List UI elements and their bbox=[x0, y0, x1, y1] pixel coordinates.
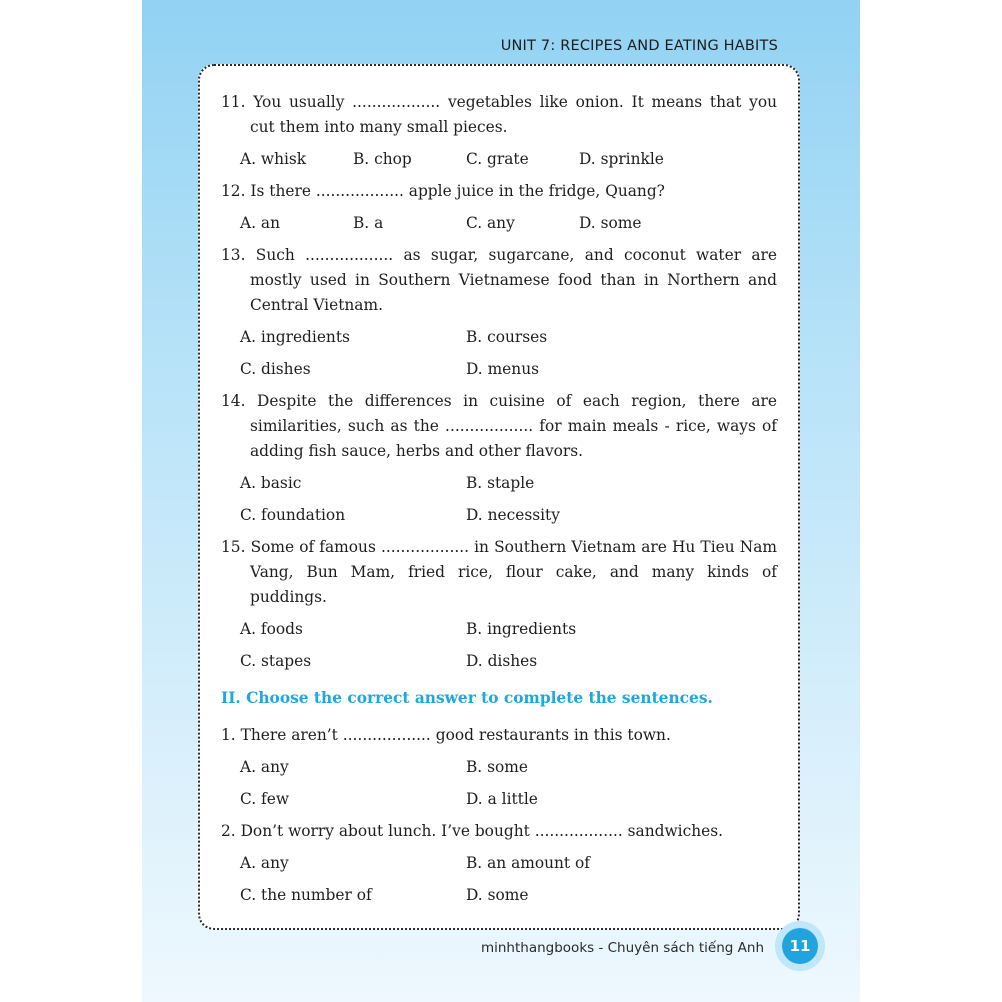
question-13 bbox=[221, 243, 777, 318]
option-b: B. staple bbox=[466, 474, 535, 492]
option-a: A. foods bbox=[240, 620, 303, 638]
question-14 bbox=[221, 389, 777, 464]
unit-title: UNIT 7: RECIPES AND EATING HABITS bbox=[500, 38, 778, 54]
option-a: A. any bbox=[240, 854, 289, 872]
option-d: D. a little bbox=[466, 790, 538, 808]
options-13-row1 bbox=[221, 325, 777, 350]
question-number: 2. bbox=[221, 822, 236, 840]
options-14-row2 bbox=[221, 503, 777, 528]
option-b: B. courses bbox=[466, 328, 548, 346]
question-text: Is there .................. apple juice in the fridge, Quang? bbox=[250, 182, 665, 200]
option-a: A. any bbox=[240, 758, 289, 776]
options-s2-2-row2 bbox=[221, 883, 777, 908]
option-d: D. some bbox=[579, 214, 642, 232]
option-a: A. whisk bbox=[240, 150, 307, 168]
option-c: C. stapes bbox=[240, 652, 312, 670]
publisher-footer: minhthangbooks - Chuyên sách tiếng Anh bbox=[480, 940, 764, 956]
option-c: C. any bbox=[466, 214, 515, 232]
option-c: C. the number of bbox=[240, 886, 372, 904]
question-number: 1. bbox=[221, 726, 236, 744]
option-c: C. grate bbox=[466, 150, 529, 168]
question-text: There aren’t .................. good restaurants in this town. bbox=[240, 726, 671, 744]
option-b: B. a bbox=[353, 214, 384, 232]
option-d: D. necessity bbox=[466, 506, 560, 524]
question-text: Such .................. as sugar, sugarcane, and coconut water are mostly used in Southern Vietnamese food than in Northern and Central Vietnam. bbox=[250, 246, 777, 314]
question-11 bbox=[221, 90, 777, 140]
option-c: C. dishes bbox=[240, 360, 311, 378]
options-14-row1 bbox=[221, 471, 777, 496]
question-number: 13. bbox=[221, 246, 246, 264]
question-number: 14. bbox=[221, 392, 246, 410]
page-number-badge: 11 bbox=[782, 928, 818, 964]
section2-question-2 bbox=[221, 819, 777, 844]
option-b: B. ingredients bbox=[466, 620, 577, 638]
option-d: D. some bbox=[466, 886, 529, 904]
option-c: C. foundation bbox=[240, 506, 346, 524]
section-heading: II. Choose the correct answer to complete the sentences. bbox=[221, 689, 713, 707]
options-s2-1-row1 bbox=[221, 755, 777, 780]
question-15 bbox=[221, 535, 777, 610]
options-s2-2-row1 bbox=[221, 851, 777, 876]
question-text: You usually .................. vegetables like onion. It means that you cut them into many small pieces. bbox=[250, 93, 777, 136]
option-a: A. an bbox=[240, 214, 280, 232]
option-d: D. sprinkle bbox=[579, 150, 664, 168]
question-number: 12. bbox=[221, 182, 246, 200]
option-b: B. some bbox=[466, 758, 528, 776]
option-d: D. menus bbox=[466, 360, 539, 378]
question-text: Despite the differences in cuisine of each region, there are similarities, such as the .................. for main meals - rice, ways of adding fish sauce, herbs and other flavors. bbox=[250, 392, 777, 460]
question-number: 15. bbox=[221, 538, 246, 556]
option-c: C. few bbox=[240, 790, 289, 808]
option-a: A. basic bbox=[240, 474, 302, 492]
options-11 bbox=[221, 147, 777, 172]
option-b: B. an amount of bbox=[466, 854, 590, 872]
options-15-row2 bbox=[221, 649, 777, 674]
options-12 bbox=[221, 211, 777, 236]
question-12 bbox=[221, 179, 777, 204]
option-a: A. ingredients bbox=[240, 328, 350, 346]
options-13-row2 bbox=[221, 357, 777, 382]
options-s2-1-row2 bbox=[221, 787, 777, 812]
options-15-row1 bbox=[221, 617, 777, 642]
question-text: Don’t worry about lunch. I’ve bought .................. sandwiches. bbox=[240, 822, 724, 840]
question-number: 11. bbox=[221, 93, 246, 111]
section2-question-1 bbox=[221, 723, 777, 748]
option-b: B. chop bbox=[353, 150, 412, 168]
option-d: D. dishes bbox=[466, 652, 538, 670]
question-text: Some of famous .................. in Southern Vietnam are Hu Tieu Nam Vang, Bun Mam, fried rice, flour cake, and many kinds of puddings. bbox=[250, 538, 777, 606]
exercise-content bbox=[221, 90, 777, 915]
